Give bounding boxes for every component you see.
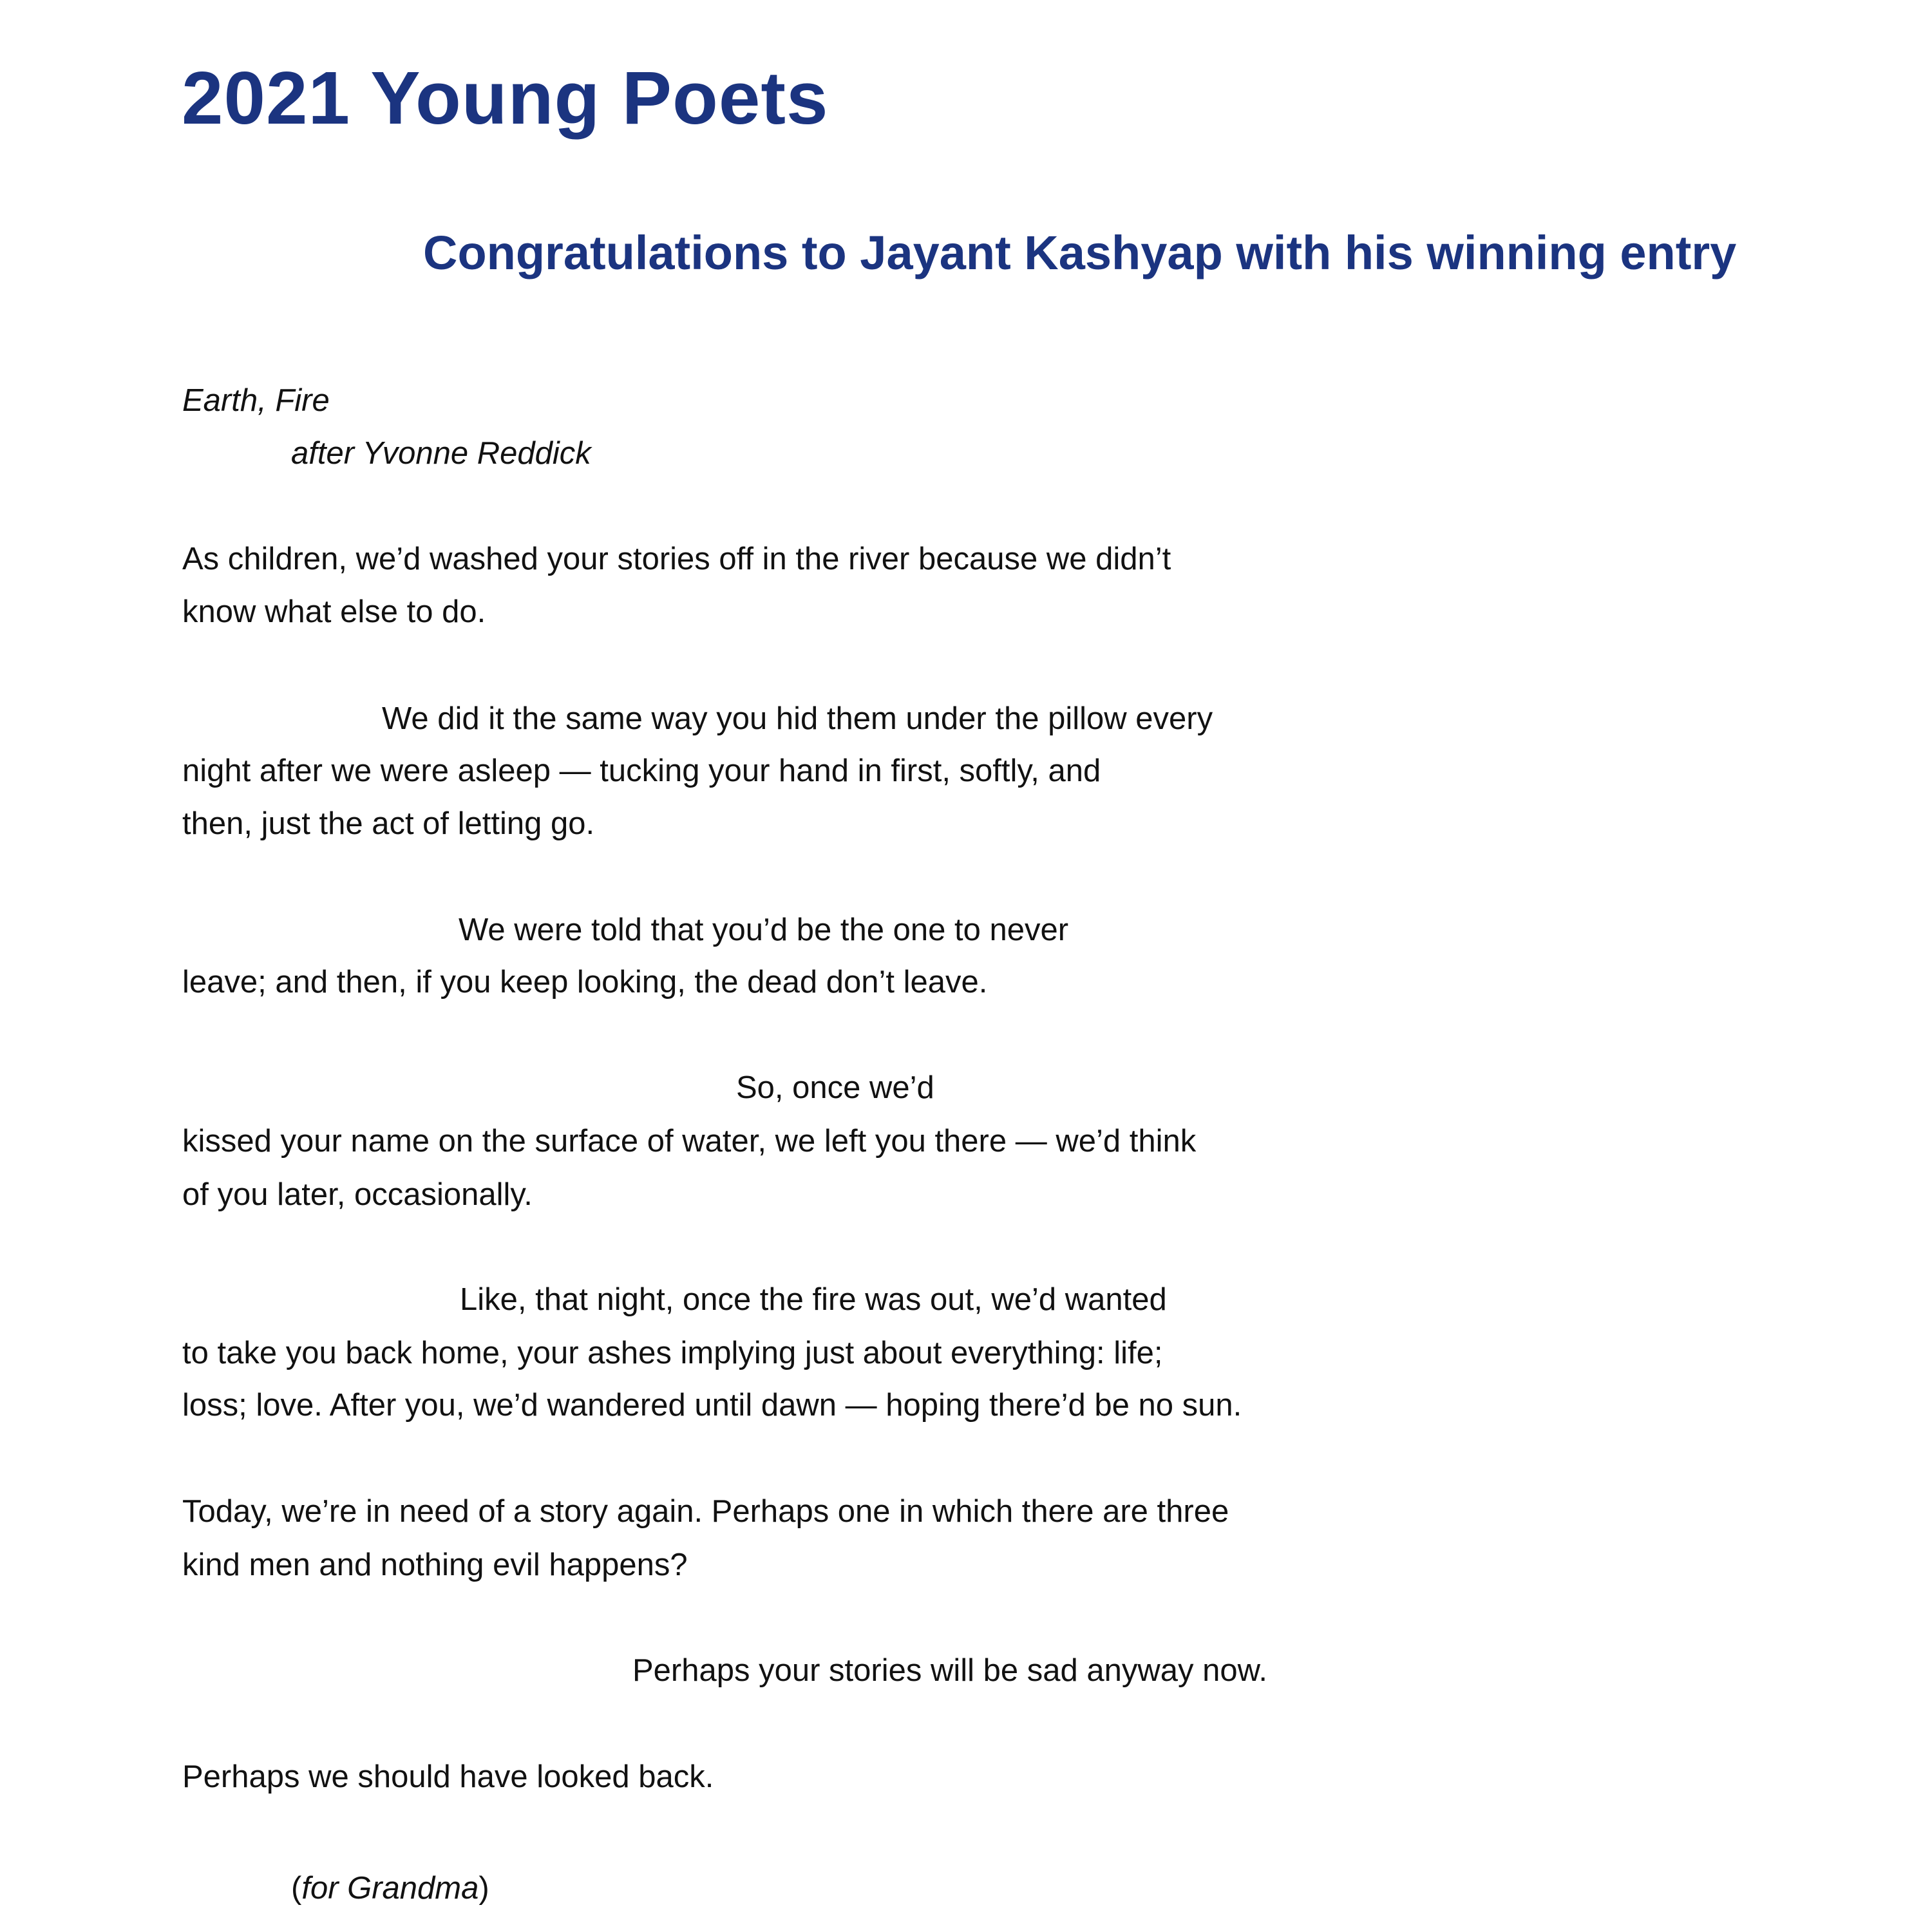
dedication-text: for Grandma <box>301 1871 479 1906</box>
poem-line: know what else to do. <box>182 594 486 629</box>
page-title: 2021 Young Poets <box>182 56 829 140</box>
poem-line: kissed your name on the surface of water, we left you there — we’d think <box>182 1124 1197 1159</box>
dedication-paren-close: ) <box>478 1871 489 1906</box>
poem-dedication <box>291 1869 489 1908</box>
poem-line: loss; love. After you, we’d wandered until dawn — hoping there’d be no sun. <box>182 1388 1242 1423</box>
poem-line: Like, that night, once the fire was out, we’d wanted <box>460 1282 1167 1317</box>
poem-line: of you later, occasionally. <box>182 1177 533 1212</box>
poem-line: Perhaps we should have looked back. <box>182 1759 714 1794</box>
dedication-paren-open: ( <box>291 1871 302 1906</box>
poem-line: then, just the act of letting go. <box>182 806 595 841</box>
poem-epigraph: after Yvonne Reddick <box>291 436 591 471</box>
poem-title: Earth, Fire <box>182 383 330 418</box>
poem-line: leave; and then, if you keep looking, the dead don’t leave. <box>182 965 988 999</box>
poem-line: We did it the same way you hid them under the pillow every <box>382 701 1213 736</box>
poem-line: Perhaps your stories will be sad anyway now. <box>632 1653 1267 1688</box>
poem-line: As children, we’d washed your stories off in the river because we didn’t <box>182 542 1171 576</box>
poem-line: Today, we’re in need of a story again. Perhaps one in which there are three <box>182 1494 1229 1529</box>
page-subtitle: Congratulations to Jayant Kashyap with his winning entry <box>423 226 1737 279</box>
poem-line: So, once we’d <box>736 1070 934 1105</box>
poem-line: We were told that you’d be the one to never <box>459 913 1069 947</box>
poem-line: kind men and nothing evil happens? <box>182 1548 688 1582</box>
poem-line: night after we were asleep — tucking your hand in first, softly, and <box>182 753 1101 788</box>
poem-line: to take you back home, your ashes implying just about everything: life; <box>182 1336 1163 1370</box>
